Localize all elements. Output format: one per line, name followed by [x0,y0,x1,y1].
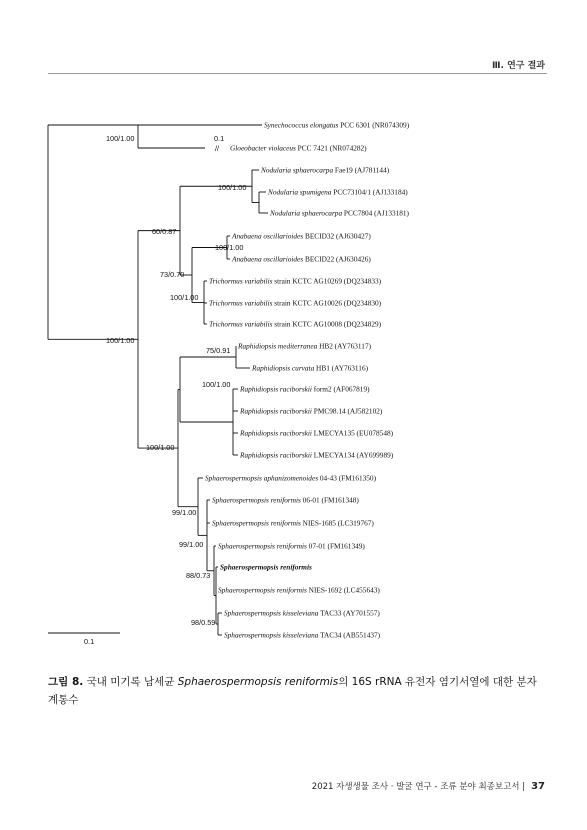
branch-break-mark: // [215,144,220,153]
figure-number: 그림 8. [48,676,84,688]
tip-label: Trichormus variabilis strain KCTC AG10026 (DQ234830) [209,298,382,308]
footer-title: 2021 자생생물 조사 · 발굴 연구 - 조류 분야 최종보고서 | [311,782,526,792]
tip-label: Sphaerospermopsis reniformis 06-01 (FM161348) [212,495,359,505]
support-sphaerospermopsis-subclade: 99/1.00 [179,540,204,549]
tip-label: Raphidiopsis raciborskii LMECYA134 (AY699989) [240,450,394,460]
tip-label: Nodularia sphaerocarpa PCC7804 (AJ133181) [270,208,409,218]
tip-label: Raphidiopsis mediterranea HB2 (AY763117) [238,341,372,351]
tip-label: Sphaerospermopsis reniformis NIES-1692 (LC455643) [218,585,380,595]
tip-label: Trichormus variabilis strain KCTC AG10269 (DQ234833) [209,276,382,286]
support-anabaena: 100/1.00 [215,243,244,252]
support-raciborskii: 100/1.00 [202,380,231,389]
tip-label: Raphidiopsis raciborskii form2 (AF067819) [240,384,370,394]
tip-label: Nodularia sphaerocarpa Fae19 (AJ781144) [261,165,390,175]
tip-label: Synechococcus elongatus PCC 6301 (NR074309) [264,120,410,130]
support-trichormus: 100/1.00 [170,293,199,302]
tip-label: Sphaerospermopsis kisseleviana TAC33 (AY701557) [224,608,380,618]
support-ingroup: 100/1.00 [106,336,135,345]
scale-bar-label: 0.1 [84,637,95,646]
tip-label: Raphidiopsis curvata HB1 (AY763116) [252,363,369,373]
tip-label: Anabaena oscillarioides BECID32 (AJ630427) [232,231,371,241]
tip-label: Trichormus variabilis strain KCTC AG10008 (DQ234829) [209,319,382,329]
support-kisseleviana: 98/0.59 [191,618,216,627]
tip-label: Sphaerospermopsis reniformis NIES-1685 (LC319767) [212,518,374,528]
tip-label: Sphaerospermopsis reniformis [220,562,312,572]
tip-label: Raphidiopsis raciborskii PMC98.14 (AJ582102) [240,406,383,416]
caption-text-after: 의 16S rRNA 유전자 염기서열에 대한 분자 계통수 [48,676,537,706]
page-footer [312,780,545,792]
support-raphidiopsis-sphaerospermopsis: 100/1.00 [146,443,175,452]
running-header: Ⅲ. 연구 결과 [492,61,545,71]
tip-label: Raphidiopsis raciborskii LMECYA135 (EU078548) [240,428,394,438]
page-number: 37 [531,781,545,792]
tip-label: Nodularia spumigena PCC73104/1 (AJ133184) [268,187,408,197]
support-nodularia: 100/1.00 [218,183,247,192]
support-reniformis-clade: 88/0.73 [186,571,211,580]
tip-label: Sphaerospermopsis aphanizomenoides 04-43 (FM161350) [205,473,377,483]
figure-caption [48,673,548,709]
tip-label: Sphaerospermopsis kisseleviana TAC34 (AB551437) [224,630,381,640]
gloeobacter-branch-length: 0.1 [214,134,225,143]
support-root: 100/1.00 [106,134,135,143]
tip-label: Anabaena oscillarioides BECID22 (AJ630426) [232,254,371,264]
tip-label: Gloeobacter violaceus PCC 7421 (NR074282) [230,143,367,153]
support-anabaena-trichormus-subclade: 73/0.70 [160,270,185,279]
support-raphidiopsis: 75/0.91 [206,346,231,355]
support-anabaena-trichormus: 60/0.87 [152,227,177,236]
caption-species: Sphaerospermopsis reniformis [177,676,339,688]
caption-text-before: 국내 미기록 남세균 [83,676,178,688]
support-sphaerospermopsis: 99/1.00 [172,508,197,517]
tip-label: Sphaerospermopsis reniformis 07-01 (FM161349) [218,541,365,551]
